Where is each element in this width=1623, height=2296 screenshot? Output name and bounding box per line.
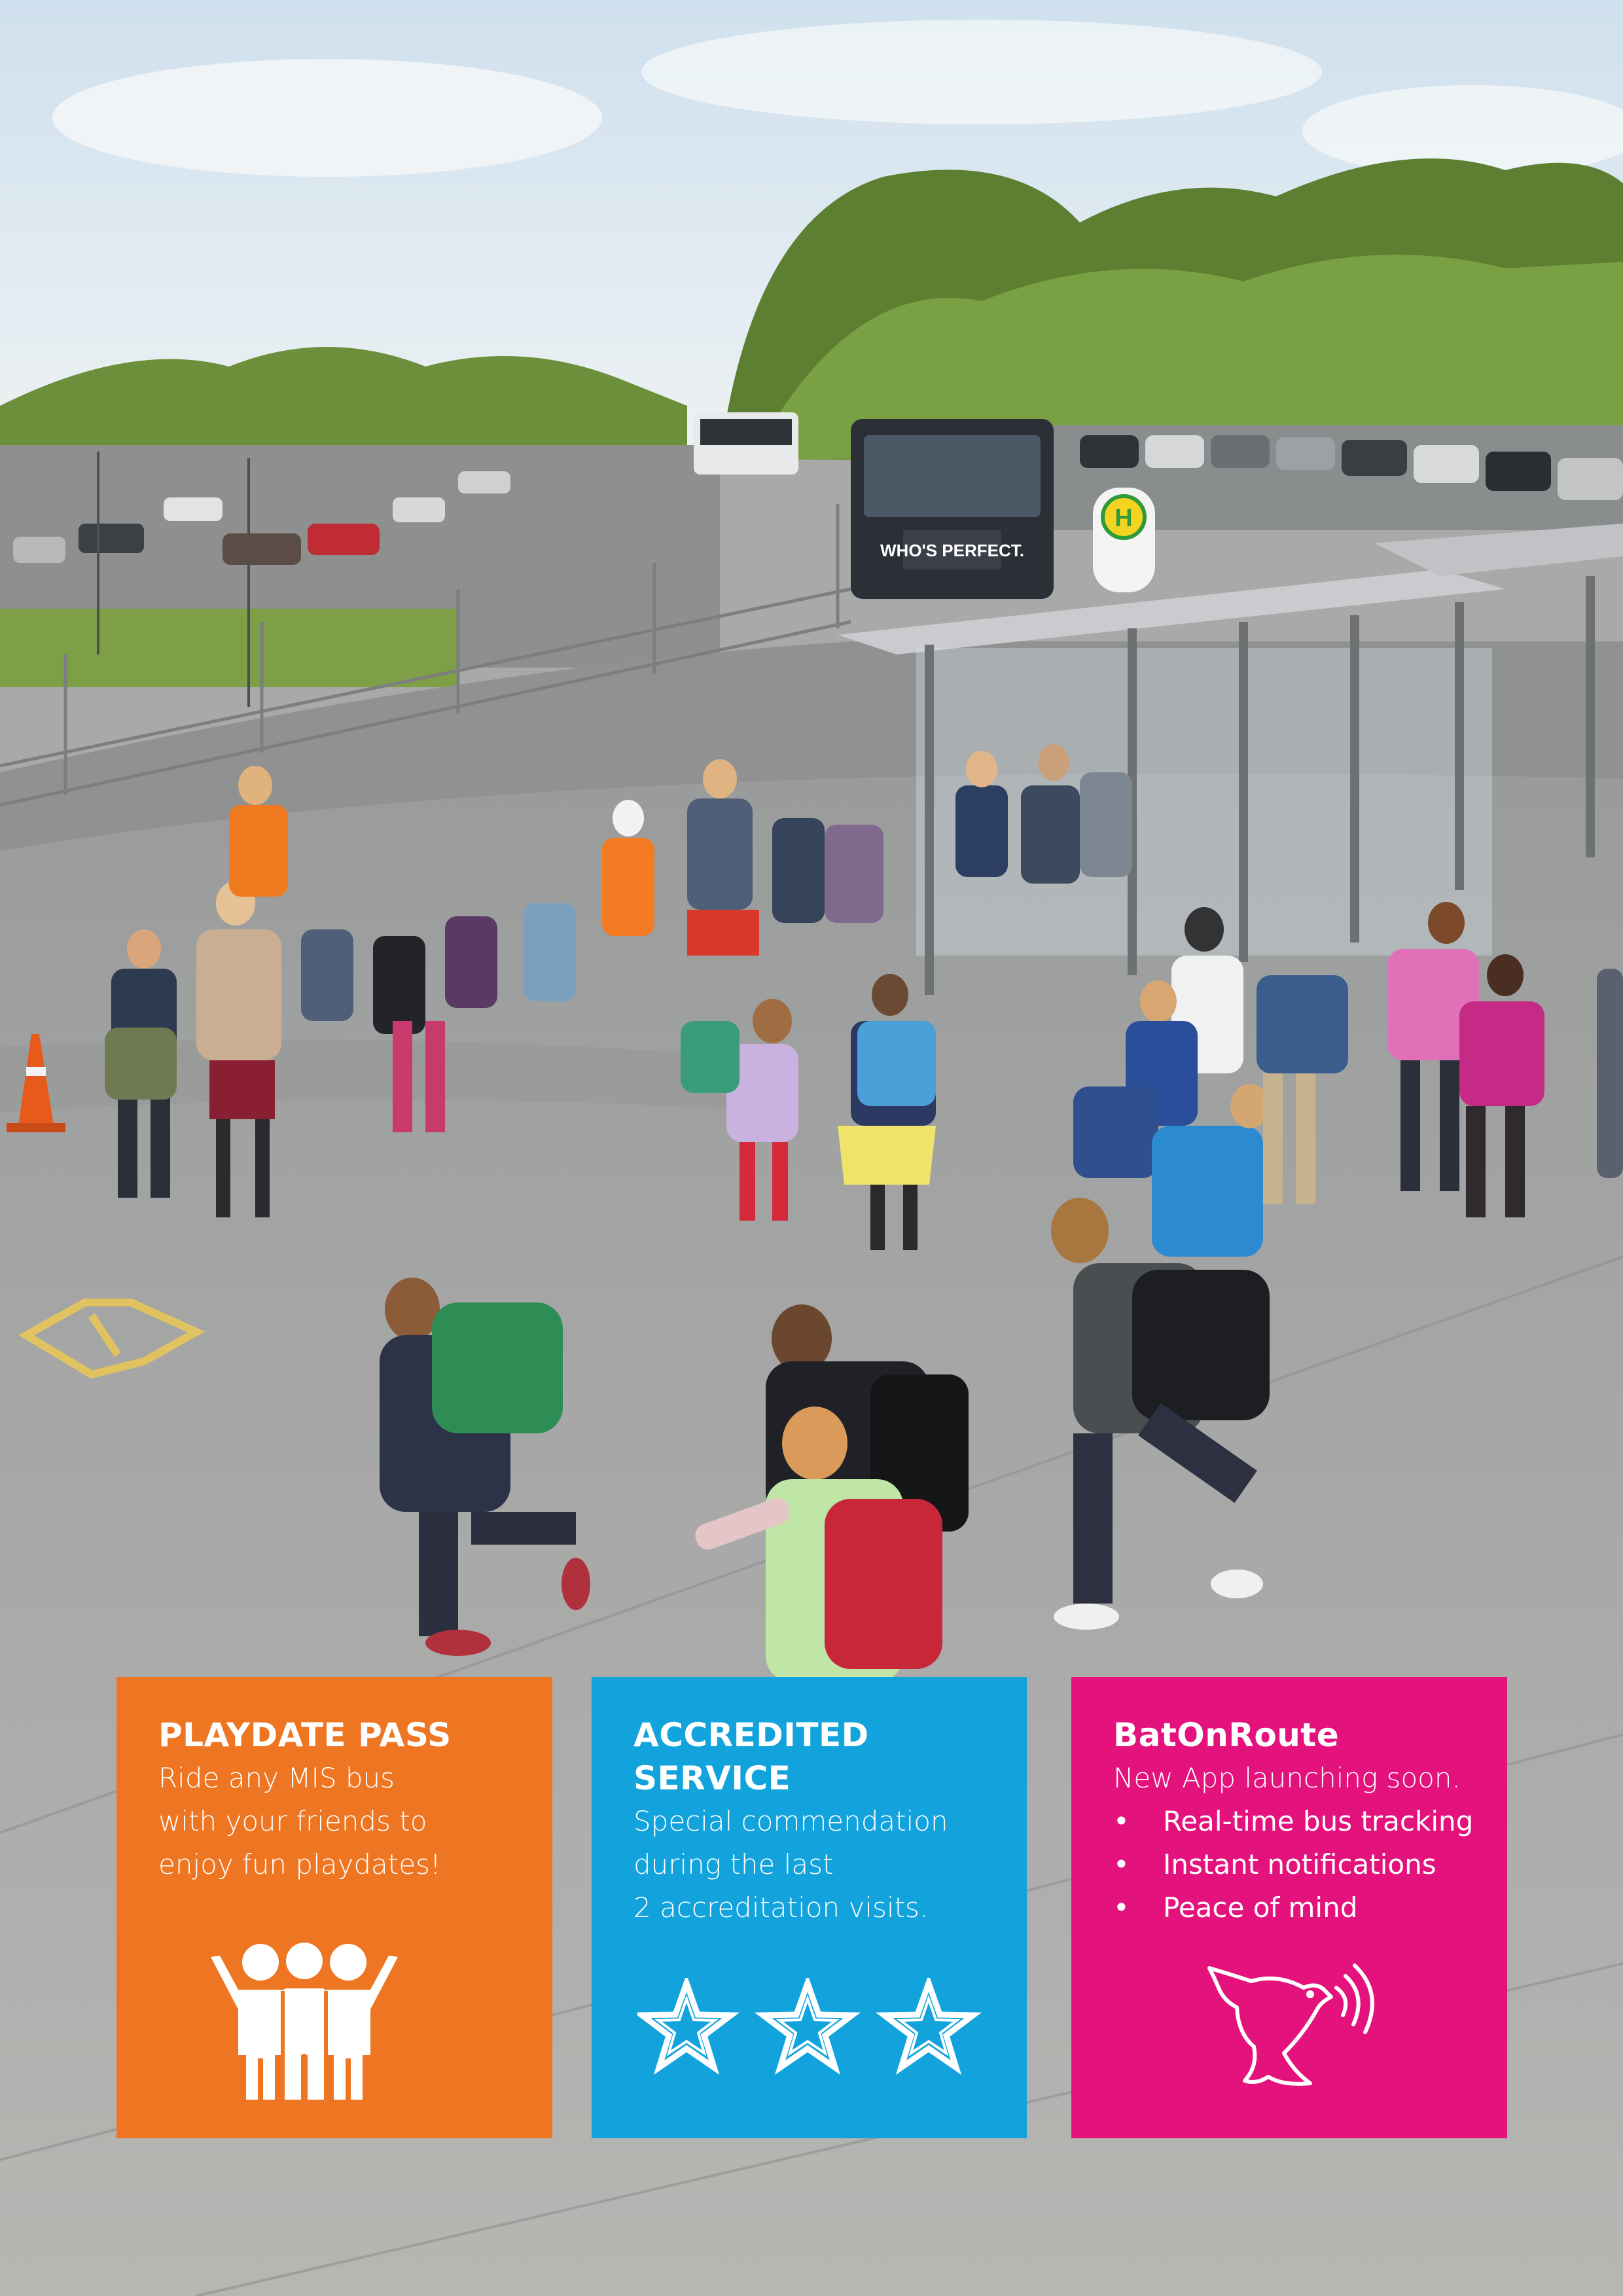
- feature-item: • Peace of mind: [1113, 1886, 1465, 1929]
- card-description: [158, 1757, 510, 1886]
- friends-group-icon: [209, 1937, 399, 2104]
- card-description: [633, 1800, 985, 1929]
- card-title: BatOnRoute: [1113, 1716, 1340, 1754]
- card-line: 2 accreditation visits.: [633, 1892, 929, 1924]
- card-line: Ride any MIS bus: [158, 1762, 395, 1794]
- card-line: enjoy fun playdates!: [158, 1848, 441, 1880]
- card-title-line: ACCREDITED: [633, 1716, 869, 1754]
- batonroute-card: [1071, 1677, 1507, 2138]
- feature-list: [1113, 1800, 1474, 1929]
- card-title: [633, 1713, 985, 1800]
- card-title-line: SERVICE: [633, 1759, 791, 1797]
- card-line: with your friends to: [158, 1805, 427, 1837]
- bus-stop-sign-letter: H: [1115, 505, 1133, 532]
- card-line: New App launching soon.: [1113, 1762, 1461, 1794]
- bat-signal-icon: [1205, 1962, 1389, 2095]
- accredited-service-card: [592, 1677, 1027, 2138]
- playdate-pass-card: [116, 1677, 552, 2138]
- three-stars-icon: [637, 1978, 984, 2079]
- card-line: during the last: [633, 1848, 834, 1880]
- card-description: [1113, 1757, 1465, 1800]
- feature-item: • Instant notifications: [1113, 1843, 1465, 1886]
- card-line: Special commendation: [633, 1805, 948, 1837]
- card-title: PLAYDATE PASS: [158, 1716, 452, 1754]
- feature-item: • Real-time bus tracking: [1113, 1800, 1465, 1843]
- bus-ad-text: WHO'S PERFECT.: [880, 541, 1024, 560]
